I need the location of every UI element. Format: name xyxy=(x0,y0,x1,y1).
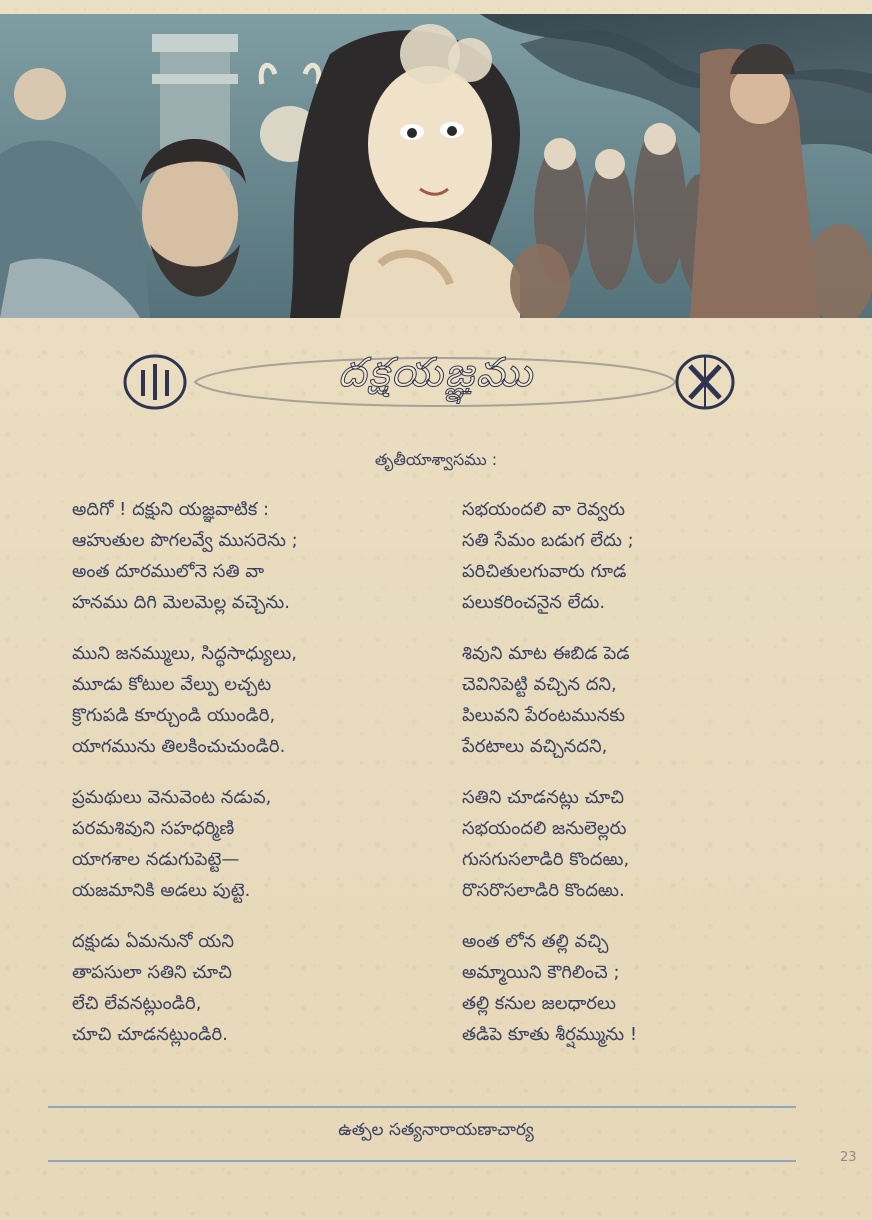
poem-line: హనము దిగి మెలమెల్ల వచ్చెను. xyxy=(72,592,290,613)
poem-left-column xyxy=(72,494,432,1070)
poem-line: అంత దూరములోనె సతి వా xyxy=(72,561,265,582)
poem-line: యాగశాల నడుగుపెట్టె— xyxy=(72,849,240,870)
poem-line: సభయందలి వా రెవ్వరు xyxy=(462,499,626,520)
stanza xyxy=(72,494,432,618)
stanza xyxy=(462,638,822,762)
poem-line: శివుని మాట ఈబిడ పెడ xyxy=(462,643,630,664)
stanza xyxy=(72,926,432,1050)
poem-line: యాగమును తిలకించుచుండిరి. xyxy=(72,736,286,757)
poem-line: లేచి లేవనట్లుండిరి, xyxy=(72,993,202,1014)
poem-line: రొసరొసలాడిరి కొందఱు. xyxy=(462,880,625,901)
poem-line: చూచి చూడనట్లుండిరి. xyxy=(72,1024,228,1045)
poem-line: అమ్మాయిని కౌగిలించె ; xyxy=(462,962,620,983)
header-illustration xyxy=(0,14,872,318)
poem-line: ప్రమథులు వెనువెంట నడువ, xyxy=(72,787,272,808)
author-credit: ఉత్పల సత్యనారాయణాచార్య xyxy=(338,1120,534,1140)
chapter-subtitle: తృతీయాశ్వాసము : xyxy=(374,450,498,469)
stanza xyxy=(462,926,822,1050)
poem-line: క్రొగుపడి కూర్చుండి యుండిరి, xyxy=(72,705,276,726)
poem-line: సభయందలి జనులెల్లరు xyxy=(462,818,627,839)
poem-line: అంత లోన తల్లి వచ్చి xyxy=(462,931,609,952)
page-number: 23 xyxy=(840,1150,857,1165)
stanza xyxy=(72,782,432,906)
poem-line: చెవినిపెట్టి వచ్చిన దని, xyxy=(462,674,617,695)
poem-right-column xyxy=(462,494,822,1070)
divider-bottom xyxy=(48,1160,796,1162)
poem-line: దక్షుడు ఏమనునో యని xyxy=(72,931,234,952)
poem-line: పేరటాలు వచ్చినదని, xyxy=(462,736,608,757)
illustration-art xyxy=(0,14,872,318)
stanza xyxy=(462,494,822,618)
poem-line: ఆహుతుల పొగలవ్వే ముసరెను ; xyxy=(72,530,298,551)
poem-line: తాపసులా సతిని చూచి xyxy=(72,962,232,983)
poem-line: తల్లి కనుల జలధారలు xyxy=(462,993,616,1014)
poem-line: గుసగుసలాడిరి కొందఱు, xyxy=(462,849,630,870)
divider-top xyxy=(48,1106,796,1108)
poem-line: ముని జనమ్ములు, సిద్ధసాధ్యులు, xyxy=(72,643,297,664)
stanza xyxy=(462,782,822,906)
poem-line: పిలువని పేరంటమునకు xyxy=(462,705,625,726)
poem-line: సతిని చూడనట్లు చూచి xyxy=(462,787,625,808)
stanza xyxy=(72,638,432,762)
poem-line: యజమానికి అడలు పుట్టె. xyxy=(72,880,251,901)
poem-line: సతి సేమం బడుగ లేదు ; xyxy=(462,530,634,551)
page-title: దక్షయజ్ఞము xyxy=(338,350,534,396)
poem-line: మూడు కోటుల వేల్పు లచ్చట xyxy=(72,674,272,695)
poem-line: పరమశివుని సహధర్మిణి xyxy=(72,818,235,839)
poem-line: పలుకరించనైన లేదు. xyxy=(462,592,606,613)
poem-line: అదిగో ! దక్షుని యజ్ఞవాటిక : xyxy=(72,499,270,520)
poem-line: పరిచితులగువారు గూడ xyxy=(462,561,627,582)
poem-line: తడిపె కూతు శీర్షమ్మును ! xyxy=(462,1024,638,1045)
